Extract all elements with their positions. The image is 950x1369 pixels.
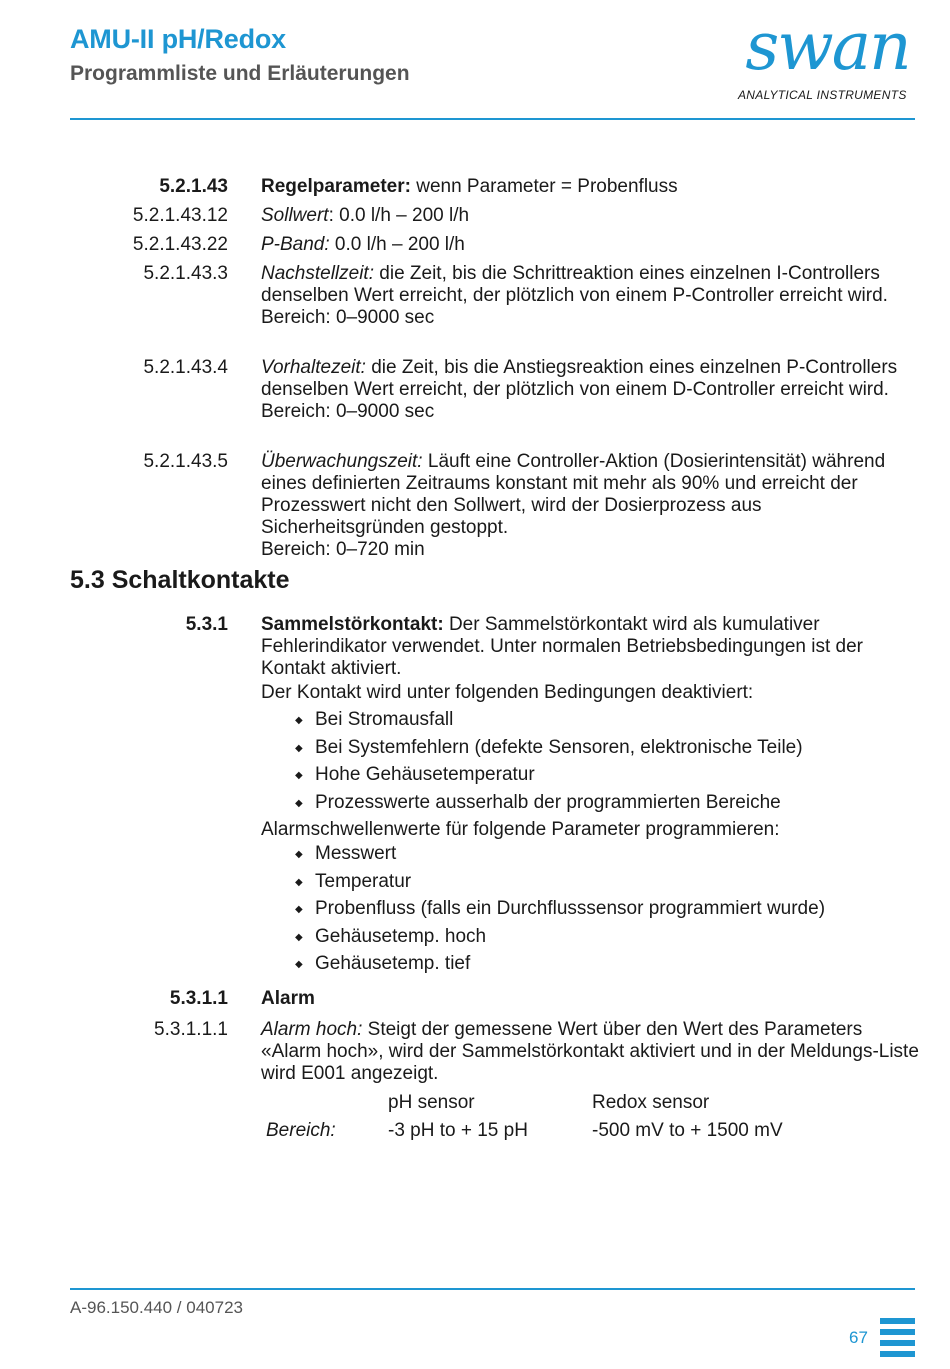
range-col-header-ph: pH sensor xyxy=(388,1092,475,1113)
footer-rule xyxy=(70,1288,915,1290)
entry-label: Sollwert xyxy=(261,205,329,226)
header-rule xyxy=(70,118,915,120)
entry-number: 5.2.1.43.12 xyxy=(132,205,228,226)
document-subtitle: Programmliste und Erläuterungen xyxy=(70,62,410,85)
range-row-label: Bereich: xyxy=(266,1120,336,1141)
alarm-parameter-item: ◆ Messwert xyxy=(295,843,921,871)
page-marker-bar xyxy=(880,1318,915,1324)
entry-label: Regelparameter: xyxy=(261,176,411,197)
entry-text xyxy=(261,234,921,256)
alarm-parameter-item: ◆ Gehäusetemp. tief xyxy=(295,953,921,981)
range-value-redox: -500 mV to + 1500 mV xyxy=(592,1120,783,1141)
entry-number: 5.2.1.43 xyxy=(159,176,228,197)
entry-number: 5.2.1.43.3 xyxy=(143,263,228,284)
entry-text xyxy=(261,176,921,198)
page-marker-bars xyxy=(880,1318,915,1362)
entry-body: die Zeit, bis die Schrittreaktion eines einzelnen I-Controllers denselben Wert erreicht, der plötzlich von einem P-Controller erreicht wird. xyxy=(261,263,888,306)
entry-number: 5.2.1.43.4 xyxy=(143,357,228,378)
entry-text xyxy=(261,988,921,1010)
entry-text xyxy=(261,614,921,981)
entry-body: die Zeit, bis die Anstiegsreaktion eines einzelnen P-Controllers denselben Wert erreicht, der plötzlich von einem D-Controller erreicht wird. xyxy=(261,357,898,400)
deactivation-item: ◆ Hohe Gehäusetemperatur xyxy=(295,764,921,792)
deactivation-intro: Der Kontakt wird unter folgenden Bedingungen deaktiviert: xyxy=(261,682,754,703)
deactivation-item: ◆ Bei Systemfehlern (defekte Sensoren, elektronische Teile) xyxy=(295,737,921,765)
alarm-parameter-item: ◆ Temperatur xyxy=(295,871,921,899)
entry-number: 5.2.1.43.5 xyxy=(143,451,228,472)
swan-logo xyxy=(735,8,920,104)
deactivation-item: ◆ Prozesswerte ausserhalb der programmierten Bereiche xyxy=(295,792,921,820)
entry-text xyxy=(261,263,921,329)
entry-text xyxy=(261,451,921,561)
entry-label: Nachstellzeit: xyxy=(261,263,374,284)
entry-number: 5.3.1.1.1 xyxy=(154,1019,228,1040)
entry-text xyxy=(261,1019,921,1085)
entry-body: Läuft eine Controller-Aktion (Dosierintensität) während eines definierten Zeitraums konstant mit mehr als 90% und erreicht der Prozesswert nicht den Sollwert, wird der Dosierprozess aus Sicherheitsgründen gestoppt. xyxy=(261,451,886,538)
entry-label: Überwachungszeit: xyxy=(261,451,423,472)
entry-body: wenn Parameter = Probenfluss xyxy=(410,176,678,197)
entry-body: : 0.0 l/h – 200 l/h xyxy=(328,205,470,226)
entry-text xyxy=(261,357,921,423)
page-marker-bar xyxy=(880,1329,915,1335)
entry-body: 0.0 l/h – 200 l/h xyxy=(329,234,465,255)
alarm-threshold-intro: Alarmschwellenwerte für folgende Parameter programmieren: xyxy=(261,819,780,840)
entry-label: P-Band: xyxy=(261,234,330,255)
entry-label: Alarm hoch: xyxy=(261,1019,363,1040)
entry-range: Bereich: 0–9000 sec xyxy=(261,401,435,422)
logo-wordmark: swan xyxy=(745,8,910,85)
entry-label: Sammelstörkontakt: xyxy=(261,614,444,635)
entry-range: Bereich: 0–720 min xyxy=(261,539,425,560)
section-heading: 5.3 Schaltkontakte xyxy=(70,566,290,594)
document-id: A-96.150.440 / 040723 xyxy=(70,1298,243,1317)
range-value-ph: -3 pH to + 15 pH xyxy=(388,1120,528,1141)
page-number: 67 xyxy=(849,1328,868,1347)
range-col-header-redox: Redox sensor xyxy=(592,1092,710,1113)
alarm-parameter-item: ◆ Gehäusetemp. hoch xyxy=(295,926,921,954)
entry-label: Alarm xyxy=(261,988,315,1009)
entry-number: 5.3.1.1 xyxy=(169,988,228,1009)
entry-number: 5.3.1 xyxy=(185,614,228,635)
deactivation-item: ◆ Bei Stromausfall xyxy=(295,709,921,737)
entry-body: Der Sammelstörkontakt wird als kumulativer Fehlerindikator verwendet. Unter normalen Betriebsbedingungen ist der Kontakt aktiviert. xyxy=(261,614,864,679)
page-marker-bar xyxy=(880,1340,915,1346)
entry-body: Steigt der gemessene Wert über den Wert des Parameters «Alarm hoch», wird der Sammelstörkontakt aktiviert und in der Meldungs-Liste wird E001 angezeigt. xyxy=(261,1019,919,1084)
entry-text xyxy=(261,205,921,227)
document-title: AMU-II pH/Redox xyxy=(70,24,286,54)
entry-label: Vorhaltezeit: xyxy=(261,357,366,378)
entry-number: 5.2.1.43.22 xyxy=(132,234,228,255)
entry-range: Bereich: 0–9000 sec xyxy=(261,307,435,328)
page-marker-bar xyxy=(880,1351,915,1357)
logo-tagline: ANALYTICAL INSTRUMENTS xyxy=(738,88,907,102)
alarm-parameter-item: ◆ Probenfluss (falls ein Durchflusssensor programmiert wurde) xyxy=(295,898,921,926)
